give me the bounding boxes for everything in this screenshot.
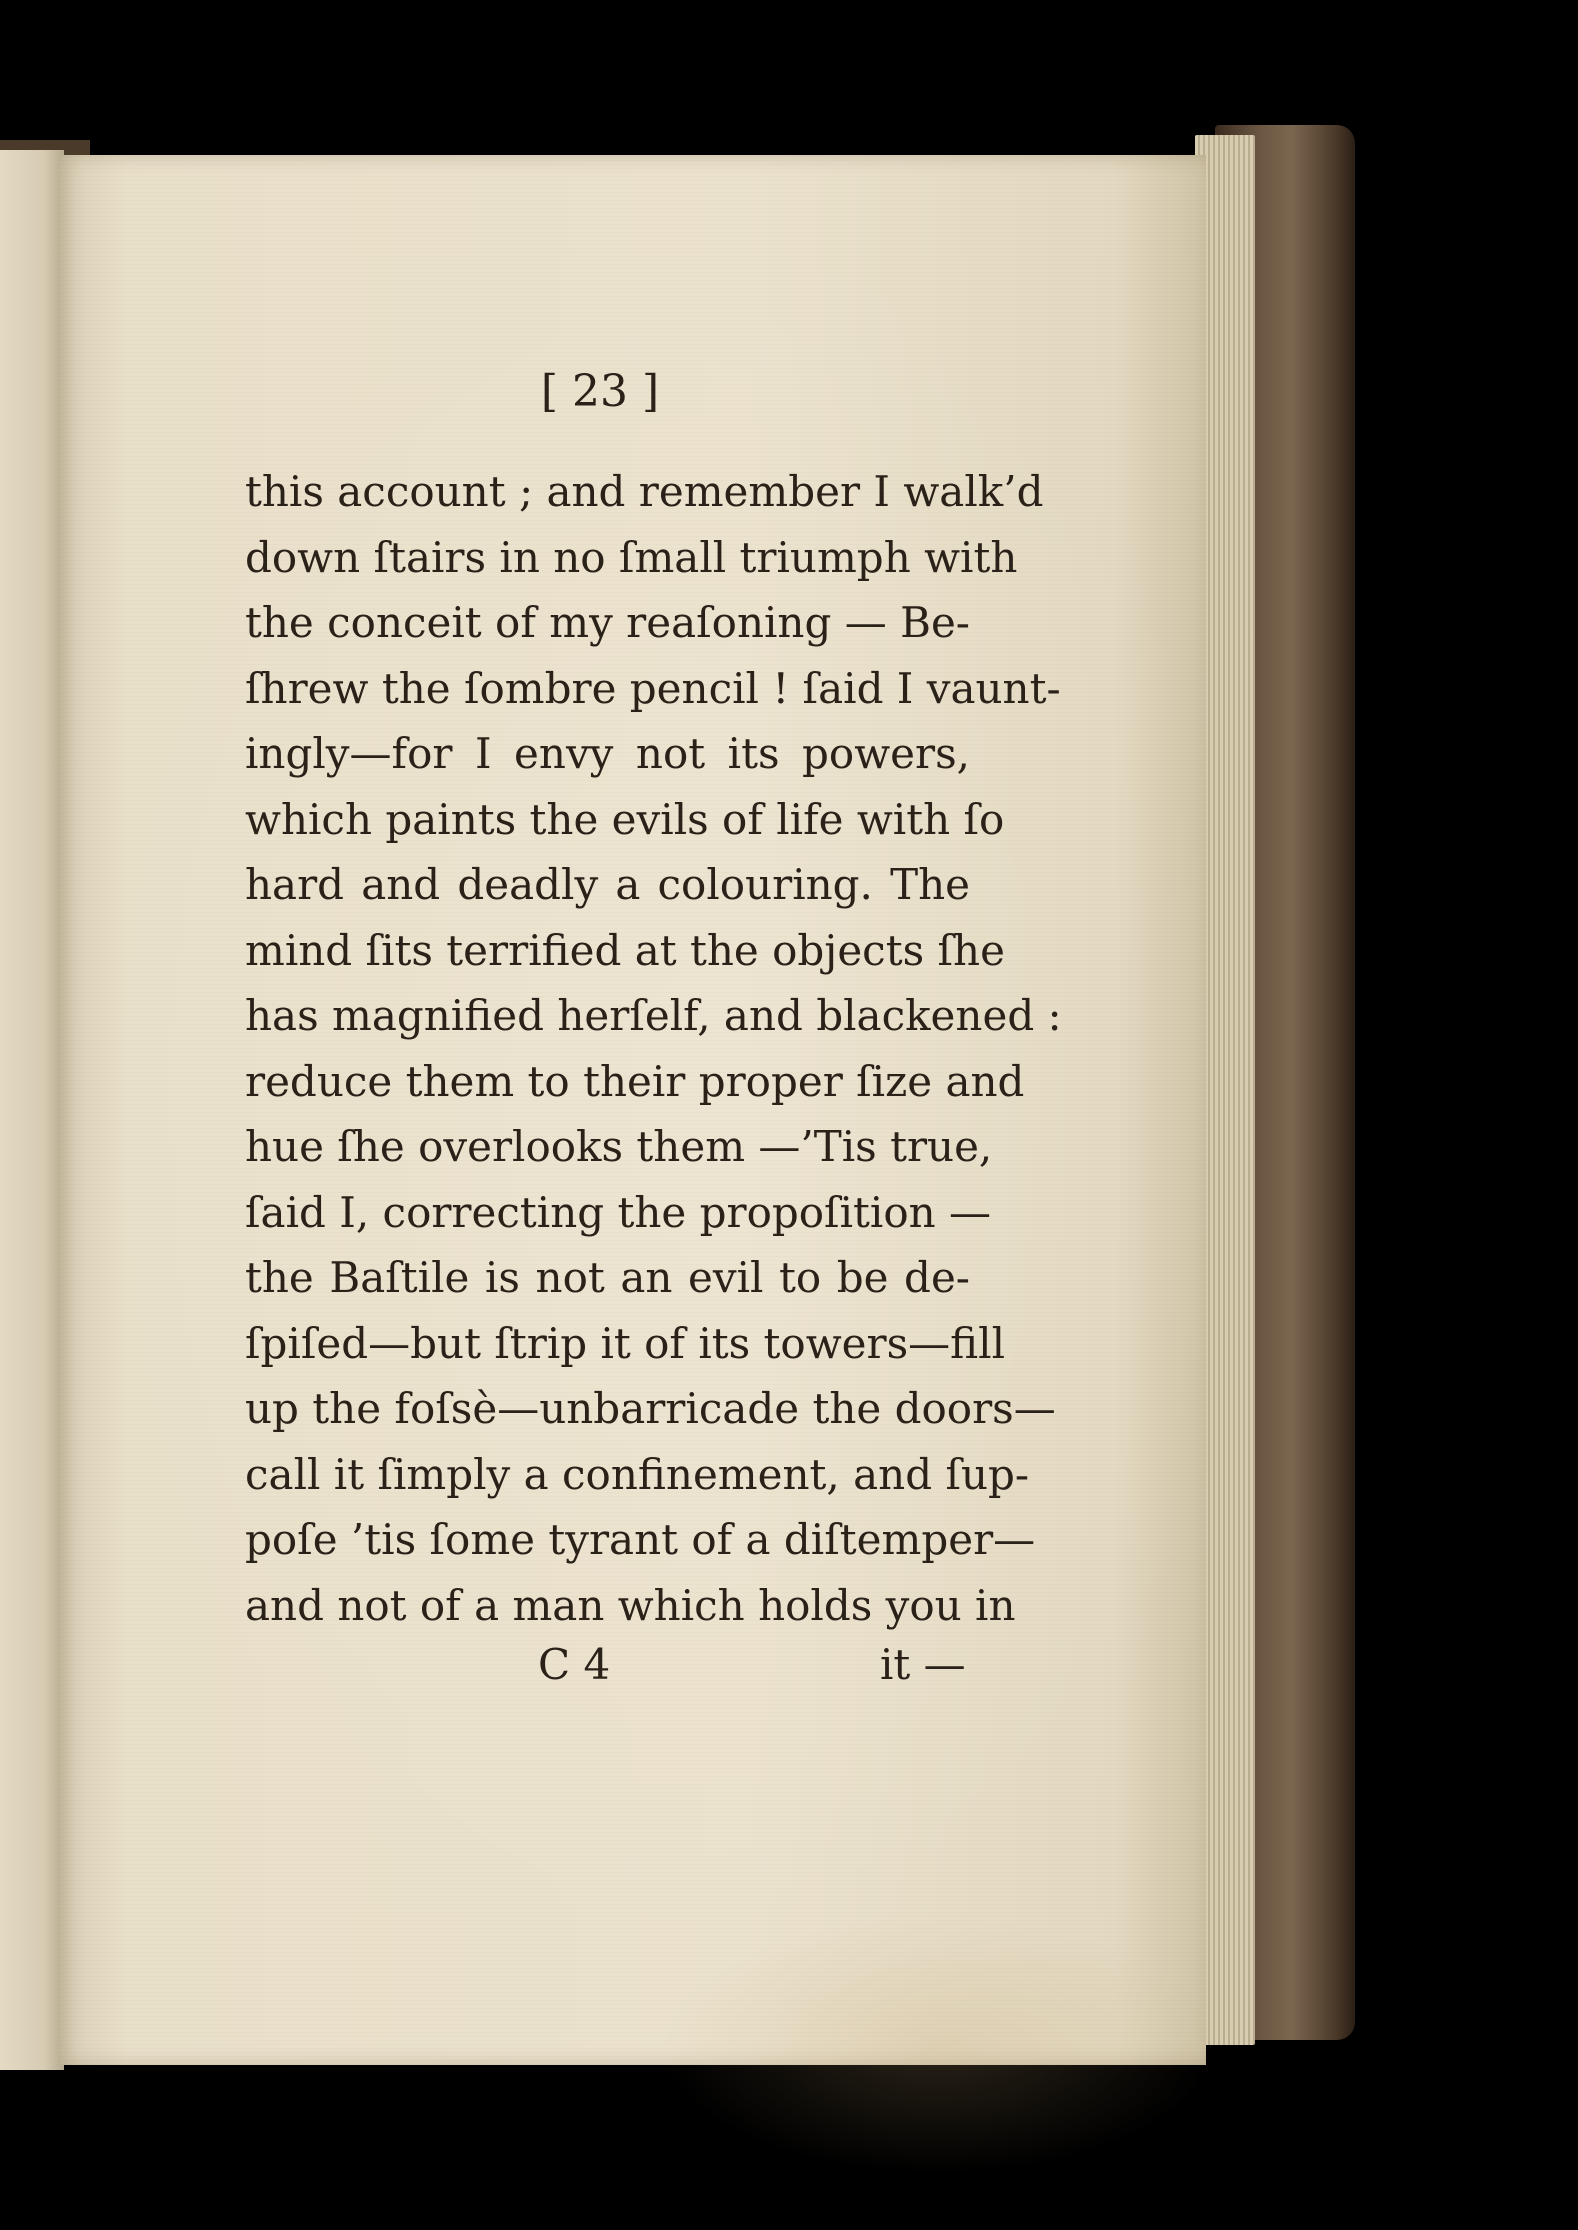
- text-line: down ſtairs in no ſmall triumph with: [245, 532, 1018, 582]
- text-line: reduce them to their proper ſize and: [245, 1056, 1025, 1106]
- text-line: ſpiſed—but ſtrip it of its towers—fill: [245, 1318, 1006, 1368]
- catchword: it —: [880, 1640, 966, 1689]
- text-line: ſhrew the ſombre pencil ! ſaid I vaunt-: [245, 663, 1061, 713]
- text-line: this account ; and remember I walk’d: [245, 467, 1044, 516]
- text-line: call it ſimply a confinement, and ſup-: [245, 1449, 1030, 1499]
- text-line: ingly—for I envy not its powers,: [245, 729, 970, 778]
- text-line: and not of a man which holds you in: [245, 1580, 1016, 1630]
- text-line: mind ſits terrified at the objects ſhe: [245, 925, 1005, 975]
- page-number: [ 23 ]: [540, 366, 660, 417]
- text-line: the conceit of my reaſoning — Be-: [245, 598, 970, 647]
- text-line: the Baſtile is not an evil to be de-: [245, 1253, 970, 1302]
- left-page-edge: [0, 150, 64, 2070]
- text-line: hue ſhe overlooks them —’Tis true,: [245, 1122, 993, 1171]
- text-line: has magnified herſelf, and blackened :: [245, 991, 1062, 1040]
- text-line: ſaid I, correcting the propoſition —: [245, 1187, 992, 1237]
- text-line: which paints the evils of life with ſo: [245, 794, 1005, 844]
- page-stain: [658, 1915, 1218, 2175]
- text-line: hard and deadly a colouring. The: [245, 860, 970, 909]
- text-line: up the foſsè—unbarricade the doors—: [245, 1384, 1056, 1433]
- text-line: poſe ’tis ſome tyrant of a diſtemper—: [245, 1515, 1036, 1564]
- signature-mark: C 4: [538, 1640, 611, 1689]
